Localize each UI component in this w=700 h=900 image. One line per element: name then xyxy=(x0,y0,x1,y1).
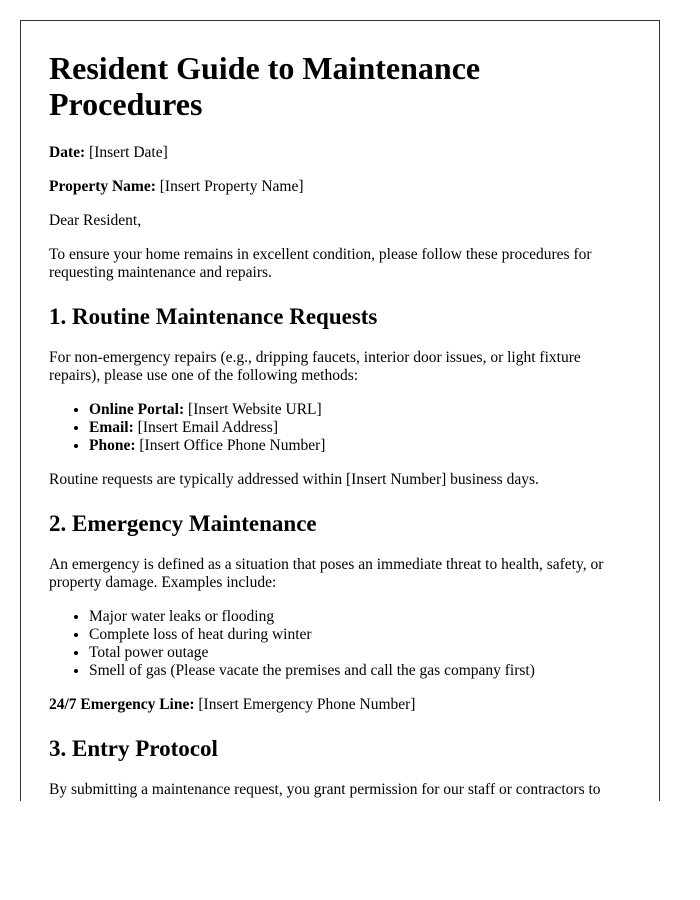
emergency-line xyxy=(49,696,631,714)
item-value: [Insert Office Phone Number] xyxy=(139,437,326,454)
contact-methods-list xyxy=(49,401,631,455)
date-value: [Insert Date] xyxy=(89,144,168,161)
list-item: • Smell of gas (Please vacate the premises and call the gas company first) xyxy=(89,662,631,680)
property-label: Property Name: xyxy=(49,178,156,195)
list-item xyxy=(89,419,631,437)
document-page xyxy=(20,20,660,801)
section-heading-emergency: 2. Emergency Maintenance xyxy=(49,511,317,536)
routine-note: Routine requests are typically addressed within [Insert Number] business days. xyxy=(49,471,539,488)
section-heading-entry: 3. Entry Protocol xyxy=(49,736,218,761)
routine-paragraph: For non-emergency repairs (e.g., dripping faucets, interior door issues, or light fixture repairs), please use one of the following methods: xyxy=(49,349,581,384)
emergency-line-value: [Insert Emergency Phone Number] xyxy=(198,696,416,713)
date-label: Date: xyxy=(49,144,86,161)
list-item: • Complete loss of heat during winter xyxy=(89,626,631,644)
entry-paragraph: By submitting a maintenance request, you grant permission for our staff or contractors to xyxy=(49,781,601,798)
section-heading-routine: 1. Routine Maintenance Requests xyxy=(49,304,378,329)
list-item: • Major water leaks or flooding xyxy=(89,608,631,626)
list-item: • Total power outage xyxy=(89,644,631,662)
item-label: Email: xyxy=(89,419,134,436)
emergency-line-label: 24/7 Emergency Line: xyxy=(49,696,195,713)
property-line xyxy=(49,178,631,196)
item-label: Phone: xyxy=(89,437,136,454)
list-item xyxy=(89,401,631,419)
greeting: Dear Resident, xyxy=(49,212,142,229)
property-value: [Insert Property Name] xyxy=(159,178,304,195)
item-value: [Insert Website URL] xyxy=(188,401,322,418)
intro-paragraph: To ensure your home remains in excellent condition, please follow these procedures for requesting maintenance and repairs. xyxy=(49,246,592,281)
item-value: [Insert Email Address] xyxy=(137,419,278,436)
list-item xyxy=(89,437,631,455)
emergency-paragraph: An emergency is defined as a situation that poses an immediate threat to health, safety, or property damage. Examples include: xyxy=(49,556,604,591)
item-label: Online Portal: xyxy=(89,401,185,418)
date-line xyxy=(49,144,631,162)
page-title: Resident Guide to Maintenance Procedures xyxy=(49,50,481,122)
emergency-examples-list xyxy=(49,608,631,680)
